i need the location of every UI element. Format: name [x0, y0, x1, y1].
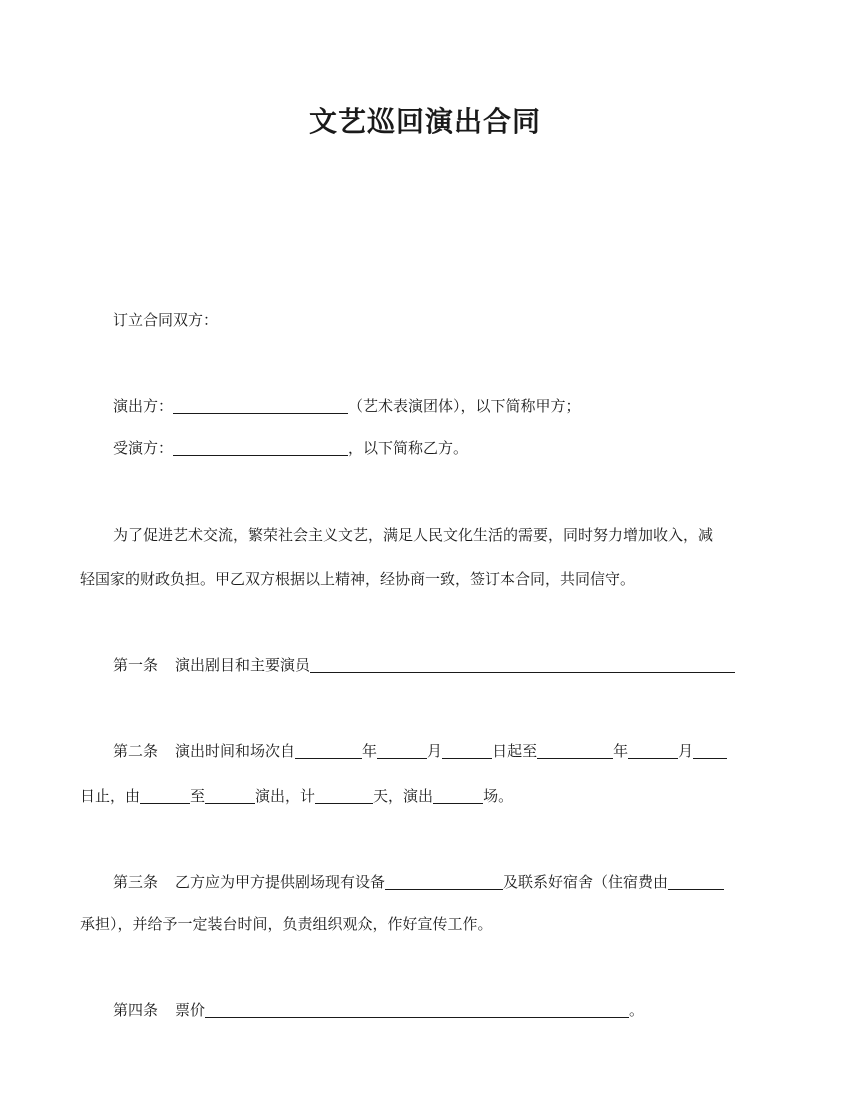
article-3-text-1: 乙方应为甲方提供剧场现有设备 — [175, 873, 386, 891]
from-place-blank[interactable] — [140, 789, 190, 804]
party-a-blank[interactable] — [173, 399, 348, 414]
article-1-blank[interactable] — [310, 658, 735, 673]
start-day-blank[interactable] — [442, 744, 492, 759]
article-4-line — [80, 1000, 805, 1020]
article-4-end: 。 — [629, 1001, 645, 1019]
article-2-line-2 — [80, 786, 772, 806]
shows-label: 场。 — [483, 787, 514, 805]
article-1-line — [80, 655, 805, 675]
preamble-line-2 — [80, 569, 772, 589]
intro-text: 订立合同双方： — [113, 311, 219, 329]
contract-title: 文艺巡回演出合同 — [308, 105, 541, 138]
end-month-blank[interactable] — [628, 744, 678, 759]
article-2-text-2: 日止，由 — [80, 787, 141, 805]
perform-label: 演出，计 — [255, 787, 316, 805]
article-2-number: 第二条 — [113, 742, 159, 760]
start-year-label: 年 — [362, 742, 378, 760]
end-month-label: 月 — [678, 742, 694, 760]
article-3-number: 第三条 — [113, 873, 159, 891]
preamble-text-1: 为了促进艺术交流，繁荣社会主义文艺，满足人民文化生活的需要，同时努力增加收入，减 — [113, 526, 714, 544]
ticket-price-blank[interactable] — [205, 1003, 629, 1018]
days-blank[interactable] — [315, 789, 373, 804]
equipment-blank[interactable] — [385, 875, 503, 890]
article-3-line-1 — [80, 872, 805, 892]
party-b-line — [80, 438, 805, 458]
start-month-label: 月 — [427, 742, 443, 760]
party-a-suffix: （艺术表演团体），以下简称甲方； — [348, 397, 581, 415]
to-label: 至 — [190, 787, 206, 805]
article-2-line-1 — [80, 741, 805, 761]
shows-blank[interactable] — [433, 789, 483, 804]
start-day-label: 日起至 — [492, 742, 538, 760]
article-3-text-3: 承担），并给予一定装台时间，负责组织观众，作好宣传工作。 — [80, 915, 493, 933]
start-month-blank[interactable] — [377, 744, 427, 759]
article-1-text: 演出剧目和主要演员 — [175, 656, 311, 674]
end-year-blank[interactable] — [537, 744, 613, 759]
preamble-text-2: 轻国家的财政负担。甲乙双方根据以上精神，经协商一致，签订本合同，共同信守。 — [80, 570, 636, 588]
article-3-text-2: 及联系好宿舍（住宿费由 — [503, 873, 669, 891]
party-a-line — [80, 396, 805, 416]
article-2-text-1: 演出时间和场次自 — [175, 742, 296, 760]
party-b-label: 受演方： — [113, 439, 174, 457]
party-b-blank[interactable] — [173, 441, 348, 456]
party-a-label: 演出方： — [113, 397, 174, 415]
lodging-payer-blank[interactable] — [668, 875, 724, 890]
party-b-suffix: ，以下简称乙方。 — [348, 439, 469, 457]
end-year-label: 年 — [613, 742, 629, 760]
article-4-number: 第四条 — [113, 1001, 159, 1019]
end-day-blank-start[interactable] — [693, 744, 727, 759]
to-place-blank[interactable] — [205, 789, 255, 804]
article-4-text: 票价 — [175, 1001, 206, 1019]
preamble-line-1 — [80, 525, 805, 545]
days-label: 天，演出 — [373, 787, 434, 805]
article-1-number: 第一条 — [113, 656, 159, 674]
article-3-line-2 — [80, 914, 772, 934]
start-year-blank[interactable] — [295, 744, 362, 759]
intro-line — [80, 310, 805, 330]
